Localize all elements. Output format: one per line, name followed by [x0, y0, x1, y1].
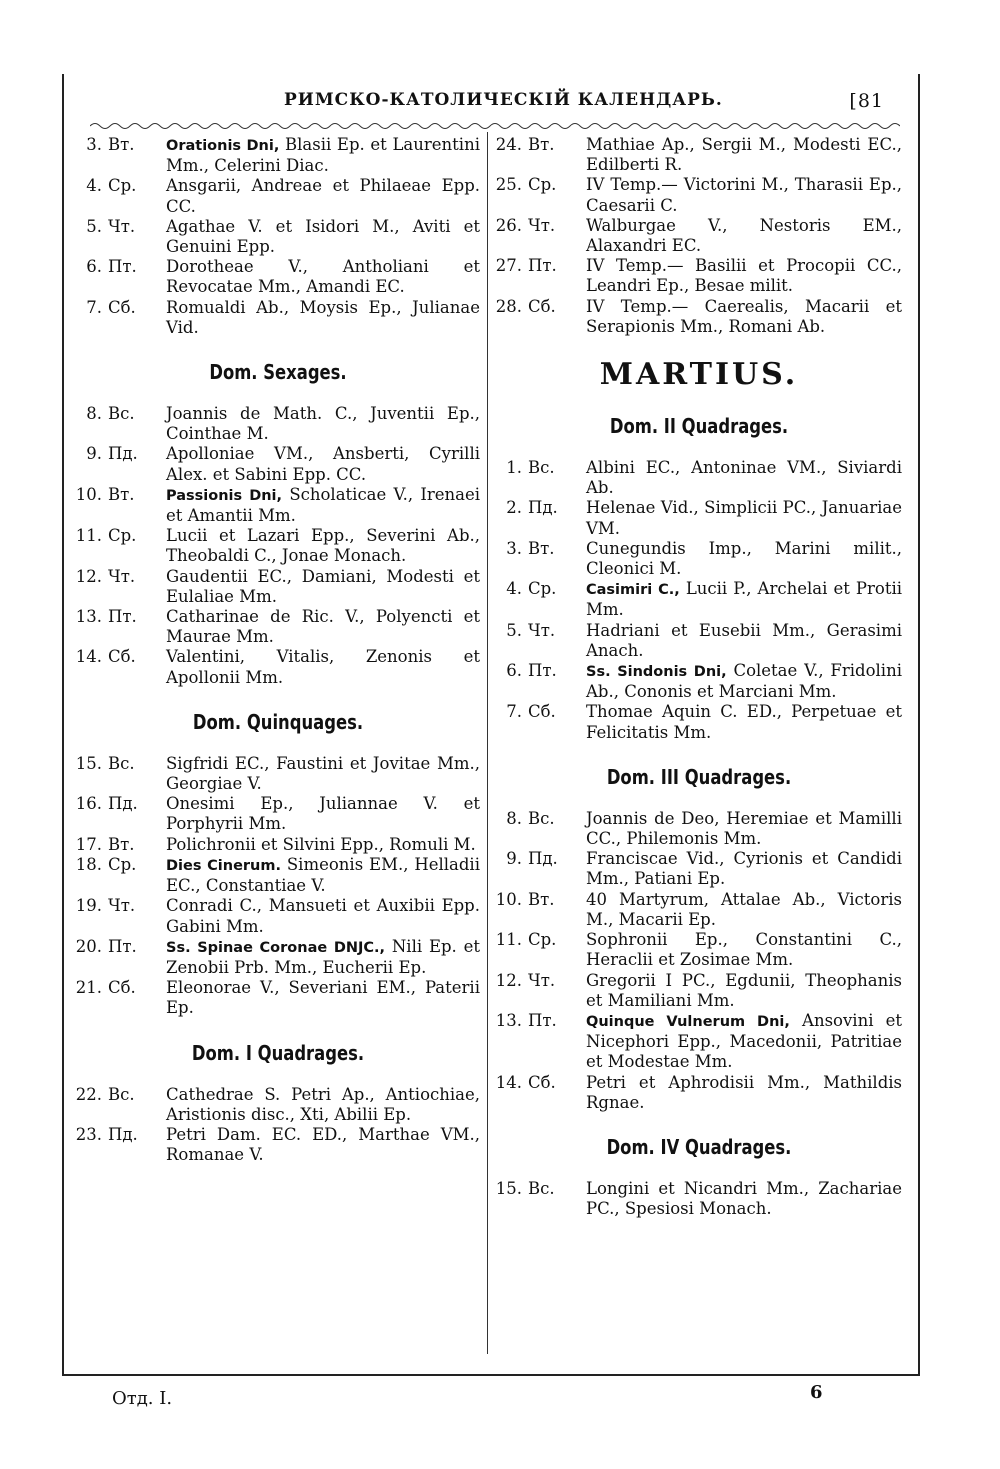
- saints-list: Mathiae Ap., Sergii M., Modesti EC., Edilberti R.: [586, 135, 902, 175]
- saints-text: [166, 298, 484, 338]
- sunday-heading: Dom. II Quadrages.: [609, 414, 789, 439]
- saints-list: Coletae V., Fridolini Ab., Cononis et Marciani Mm.: [586, 661, 902, 702]
- day-number: 23.: [75, 1124, 102, 1144]
- calendar-entry: [492, 1073, 906, 1113]
- calendar-entry: [72, 444, 484, 484]
- day-number: 6.: [506, 661, 522, 681]
- day-number: 8.: [86, 404, 102, 424]
- saints-list: Thomae Aquin C. ED., Perpetuae et Felicitatis Mm.: [586, 702, 902, 742]
- day-number: 14.: [75, 647, 102, 667]
- calendar-entry: [492, 930, 906, 970]
- calendar-entry: [492, 1011, 906, 1073]
- feast-name: Dies Cinerum.: [166, 857, 281, 874]
- weekday-abbr: Сб.: [528, 296, 556, 316]
- saints-text: [586, 216, 906, 256]
- weekday-abbr: Чт.: [108, 216, 136, 236]
- saints-text: [586, 702, 906, 742]
- weekday-abbr: Вс.: [528, 458, 555, 478]
- saints-list: Polichronii et Silvini Epp., Romuli M.: [166, 834, 476, 854]
- saints-text: [586, 1011, 906, 1073]
- day-number: 14.: [495, 1072, 522, 1092]
- saints-text: [586, 135, 906, 175]
- day-number: 18.: [75, 854, 102, 874]
- day-number: 12.: [495, 970, 522, 990]
- wavy-rule: [90, 121, 900, 131]
- day-number: 13.: [495, 1010, 522, 1030]
- weekday-abbr: Ср.: [528, 930, 557, 950]
- saints-list: Blasii Ep. et Laurentini Mm., Celerini Diac.: [166, 135, 480, 176]
- saints-list: Lucii et Lazari Epp., Severini Ab., Theobaldi C., Jonae Monach.: [166, 526, 480, 566]
- weekday-abbr: Ср.: [108, 526, 137, 546]
- calendar-entry: [492, 890, 906, 930]
- saints-list: Apolloniae VM., Ansberti, Cyrilli Alex. et Sabini Epp. CC.: [166, 444, 480, 484]
- saints-list: Catharinae de Ric. V., Polyencti et Maurae Mm.: [166, 607, 480, 647]
- calendar-entry: [72, 896, 484, 936]
- weekday-abbr: Вс.: [528, 808, 555, 828]
- calendar-entry: [72, 217, 484, 257]
- saints-list: Joannis de Math. C., Juventii Ep., Cointhae M.: [166, 404, 480, 444]
- calendar-entry: [492, 539, 906, 579]
- saints-text: [586, 661, 906, 702]
- day-number: 21.: [75, 978, 102, 998]
- day-number: 26.: [495, 215, 522, 235]
- weekday-abbr: Ср.: [528, 579, 557, 599]
- feast-name: Casimiri C.,: [586, 582, 680, 599]
- saints-text: [166, 526, 484, 566]
- section-label: Отд. I.: [112, 1388, 173, 1409]
- calendar-entry: [72, 855, 484, 896]
- calendar-entry: [72, 1085, 484, 1125]
- calendar-entry: [72, 754, 484, 794]
- saints-list: Scholaticae V., Irenaei et Amantii Mm.: [166, 484, 480, 526]
- weekday-abbr: Ср.: [528, 175, 557, 195]
- saints-list: Dorotheae V., Antholiani et Revocatae Mm., Amandi EC.: [166, 257, 480, 297]
- saints-list: Eleonorae V., Severiani EM., Paterii Ep.: [166, 978, 480, 1018]
- day-number: 7.: [506, 702, 522, 722]
- weekday-abbr: Ср.: [108, 854, 137, 874]
- saints-text: [586, 621, 906, 661]
- saints-list: Onesimi Ep., Juliannae V. et Porphyrii Mm.: [166, 794, 480, 834]
- calendar-entry: [492, 256, 906, 296]
- weekday-abbr: Сб.: [108, 647, 136, 667]
- right-column: [492, 135, 906, 1219]
- weekday-abbr: Пд.: [108, 794, 138, 814]
- saints-list: IV Temp.— Caerealis, Macarii et Serapionis Mm., Romani Ab.: [586, 296, 902, 336]
- saints-list: 40 Martyrum, Attalae Ab., Victoris M., Macarii Ep.: [586, 889, 902, 929]
- day-number: 15.: [75, 753, 102, 773]
- feast-name: Ss. Sindonis Dni,: [586, 664, 727, 681]
- day-number: 7.: [86, 297, 102, 317]
- weekday-abbr: Вт.: [108, 484, 135, 504]
- weekday-abbr: Вт.: [528, 538, 555, 558]
- saints-text: [166, 1125, 484, 1165]
- saints-text: [586, 297, 906, 337]
- calendar-title: РИМСКО-КАТОЛИЧЕСКІЙ КАЛЕНДАРЬ.: [284, 90, 723, 110]
- day-number: 10.: [75, 484, 102, 504]
- feast-name: Quinque Vulnerum Dni,: [586, 1013, 790, 1030]
- saints-text: [166, 896, 484, 936]
- calendar-entry: [492, 971, 906, 1011]
- saints-text: [166, 485, 484, 526]
- calendar-entry: [492, 702, 906, 742]
- weekday-abbr: Пд.: [108, 1124, 138, 1144]
- weekday-abbr: Чт.: [528, 215, 556, 235]
- weekday-abbr: Сб.: [528, 1072, 556, 1092]
- saints-text: [166, 404, 484, 444]
- calendar-entry: [72, 135, 484, 176]
- weekday-abbr: Пт.: [528, 256, 557, 276]
- day-number: 16.: [75, 794, 102, 814]
- sunday-heading: Dom. I Quadrages.: [191, 1040, 365, 1065]
- left-column: [72, 135, 484, 1165]
- saints-text: [166, 978, 484, 1018]
- day-number: 1.: [506, 458, 522, 478]
- saints-list: Lucii P., Archelai et Protii Mm.: [586, 579, 902, 620]
- day-number: 4.: [506, 579, 522, 599]
- calendar-entry: [72, 298, 484, 338]
- day-number: 25.: [495, 175, 522, 195]
- saints-list: Cunegundis Imp., Marini milit., Cleonici M.: [586, 538, 902, 579]
- saints-list: Agathae V. et Isidori M., Aviti et Genuini Epp.: [166, 216, 480, 257]
- saints-list: Longini et Nicandri Mm., Zachariae PC., Spesiosi Monach.: [586, 1178, 902, 1219]
- saints-list: Nili Ep. et Zenobii Prb. Mm., Eucherii Ep.: [166, 936, 480, 977]
- weekday-abbr: Пт.: [528, 1010, 557, 1030]
- day-number: 15.: [495, 1178, 522, 1198]
- saints-text: [166, 176, 484, 216]
- saints-list: IV Temp.— Basilii et Procopii CC., Leandri Ep., Besae milit.: [586, 256, 902, 296]
- calendar-entry: [72, 176, 484, 216]
- day-number: 22.: [75, 1084, 102, 1104]
- weekday-abbr: Вс.: [108, 753, 135, 773]
- weekday-abbr: Пд.: [108, 444, 138, 464]
- day-number: 5.: [506, 620, 522, 640]
- day-number: 3.: [86, 135, 102, 154]
- weekday-abbr: Сб.: [108, 297, 136, 317]
- day-number: 20.: [75, 936, 102, 956]
- weekday-abbr: Чт.: [528, 970, 556, 990]
- weekday-abbr: Вт.: [528, 135, 555, 154]
- column-divider: [487, 132, 488, 1354]
- saints-list: Valentini, Vitalis, Zenonis et Apollonii Mm.: [166, 647, 480, 687]
- saints-text: [586, 458, 906, 498]
- saints-list: Romualdi Ab., Moysis Ep., Julianae Vid.: [166, 297, 480, 337]
- saints-text: [166, 135, 484, 176]
- calendar-entry: [72, 567, 484, 607]
- saints-text: [586, 849, 906, 889]
- saints-list: Sigfridi EC., Faustini et Jovitae Mm., Georgiae V.: [166, 753, 480, 794]
- weekday-abbr: Сб.: [528, 702, 556, 722]
- day-number: 4.: [86, 176, 102, 196]
- saints-list: Conradi C., Mansueti et Auxibii Epp. Gabini Mm.: [166, 896, 480, 936]
- sunday-heading: Dom. III Quadrages.: [606, 764, 792, 789]
- calendar-entry: [492, 621, 906, 661]
- day-number: 9.: [86, 444, 102, 464]
- weekday-abbr: Сб.: [108, 978, 136, 998]
- day-number: 11.: [495, 930, 522, 950]
- calendar-entry: [72, 1125, 484, 1165]
- saints-list: Petri et Aphrodisii Mm., Mathildis Rgnae.: [586, 1072, 902, 1112]
- day-number: 12.: [75, 566, 102, 586]
- day-number: 27.: [495, 256, 522, 276]
- calendar-entry: [72, 794, 484, 834]
- calendar-entry: [72, 978, 484, 1018]
- saints-list: Ansgarii, Andreae et Philaeae Epp. CC.: [166, 176, 480, 216]
- day-number: 6.: [86, 257, 102, 277]
- saints-text: [166, 794, 484, 834]
- calendar-entry: [492, 809, 906, 849]
- calendar-entry: [72, 485, 484, 526]
- weekday-abbr: Вт.: [108, 834, 135, 854]
- calendar-entry: [492, 661, 906, 702]
- saints-list: Hadriani et Eusebii Mm., Gerasimi Anach.: [586, 620, 902, 660]
- day-number: 17.: [75, 834, 102, 854]
- saints-text: [166, 257, 484, 297]
- saints-text: [586, 890, 906, 930]
- day-number: 5.: [86, 216, 102, 236]
- weekday-abbr: Пд.: [528, 849, 558, 869]
- calendar-entry: [492, 135, 906, 175]
- saints-list: Helenae Vid., Simplicii PC., Januariae VM.: [586, 498, 902, 538]
- calendar-entry: [72, 526, 484, 566]
- saints-list: Walburgae V., Nestoris EM., Alaxandri EC.: [586, 215, 902, 256]
- calendar-entry: [72, 835, 484, 855]
- weekday-abbr: Чт.: [108, 896, 136, 916]
- saints-list: Franciscae Vid., Cyrionis et Candidi Mm., Patiani Ep.: [586, 849, 902, 889]
- saints-list: Cathedrae S. Petri Ap., Antiochiae, Aristionis disc., Xti, Abilii Ep.: [166, 1084, 480, 1124]
- day-number: 10.: [495, 889, 522, 909]
- saints-text: [166, 567, 484, 607]
- saints-text: [586, 1179, 906, 1219]
- saints-list: Gaudentii EC., Damiani, Modesti et Eulaliae Mm.: [166, 566, 480, 606]
- running-header: [64, 90, 914, 118]
- saints-text: [586, 1073, 906, 1113]
- day-number: 24.: [495, 135, 522, 154]
- saints-text: [586, 256, 906, 296]
- weekday-abbr: Пт.: [108, 936, 137, 956]
- month-heading: MARTIUS.: [599, 357, 799, 393]
- saints-list: Petri Dam. EC. ED., Marthae VM., Romanae V.: [166, 1124, 480, 1165]
- saints-list: Albini EC., Antoninae VM., Siviardi Ab.: [586, 458, 902, 498]
- calendar-entry: [72, 647, 484, 687]
- calendar-entry: [492, 297, 906, 337]
- saints-list: Sophronii Ep., Constantini C., Heraclii et Zosimae Mm.: [586, 930, 902, 970]
- calendar-entry: [72, 257, 484, 297]
- saints-text: [166, 607, 484, 647]
- weekday-abbr: Вс.: [108, 1084, 135, 1104]
- calendar-entry: [72, 404, 484, 444]
- weekday-abbr: Пт.: [528, 661, 557, 681]
- calendar-entry: [72, 607, 484, 647]
- weekday-abbr: Пт.: [108, 607, 137, 627]
- day-number: 9.: [506, 849, 522, 869]
- saints-text: [586, 498, 906, 538]
- sunday-heading: Dom. IV Quadrages.: [606, 1134, 792, 1159]
- saints-text: [166, 217, 484, 257]
- saints-text: [166, 754, 484, 794]
- weekday-abbr: Вс.: [528, 1178, 555, 1198]
- saints-text: [586, 579, 906, 620]
- day-number: 2.: [506, 498, 522, 518]
- weekday-abbr: Ср.: [108, 176, 137, 196]
- calendar-entry: [72, 937, 484, 978]
- calendar-entry: [492, 216, 906, 256]
- saints-list: Simeonis EM., Helladii EC., Constantiae V.: [166, 854, 480, 896]
- calendar-entry: [492, 1179, 906, 1219]
- saints-text: [586, 175, 906, 215]
- day-number: 13.: [75, 607, 102, 627]
- feast-name: Ss. Spinae Coronae DNJC.,: [166, 939, 386, 956]
- saints-text: [586, 930, 906, 970]
- feast-name: Passionis Dni,: [166, 487, 283, 504]
- sunday-heading: Dom. Sexages.: [209, 360, 347, 385]
- saints-list: IV Temp.— Victorini M., Tharasii Ep., Caesarii C.: [586, 175, 902, 215]
- day-number: 19.: [75, 896, 102, 916]
- saints-text: [586, 539, 906, 579]
- signature-mark: 6: [810, 1382, 823, 1403]
- saints-text: [586, 809, 906, 849]
- weekday-abbr: Пд.: [528, 498, 558, 518]
- weekday-abbr: Чт.: [528, 620, 556, 640]
- feast-name: Orationis Dni,: [166, 138, 280, 154]
- saints-list: Joannis de Deo, Heremiae et Mamilli CC., Philemonis Mm.: [586, 808, 902, 849]
- saints-text: [166, 835, 484, 855]
- saints-text: [166, 1085, 484, 1125]
- day-number: 28.: [495, 296, 522, 316]
- calendar-entry: [492, 849, 906, 889]
- day-number: 11.: [75, 526, 102, 546]
- page-number: [81: [849, 90, 884, 112]
- saints-list: Ansovini et Nicephori Epp., Macedonii, Patritiae et Modestae Mm.: [586, 1010, 902, 1072]
- saints-text: [586, 971, 906, 1011]
- saints-text: [166, 855, 484, 896]
- saints-text: [166, 647, 484, 687]
- weekday-abbr: Чт.: [108, 566, 136, 586]
- weekday-abbr: Вт.: [528, 889, 555, 909]
- saints-text: [166, 937, 484, 978]
- weekday-abbr: Пт.: [108, 257, 137, 277]
- weekday-abbr: Вт.: [108, 135, 135, 154]
- sunday-heading: Dom. Quinquages.: [192, 709, 364, 734]
- day-number: 3.: [506, 538, 522, 558]
- day-number: 8.: [506, 808, 522, 828]
- calendar-entry: [492, 175, 906, 215]
- saints-list: Gregorii I PC., Egdunii, Theophanis et Mamiliani Mm.: [586, 970, 902, 1010]
- calendar-entry: [492, 579, 906, 620]
- calendar-entry: [492, 498, 906, 538]
- saints-text: [166, 444, 484, 484]
- weekday-abbr: Вс.: [108, 404, 135, 424]
- calendar-entry: [492, 458, 906, 498]
